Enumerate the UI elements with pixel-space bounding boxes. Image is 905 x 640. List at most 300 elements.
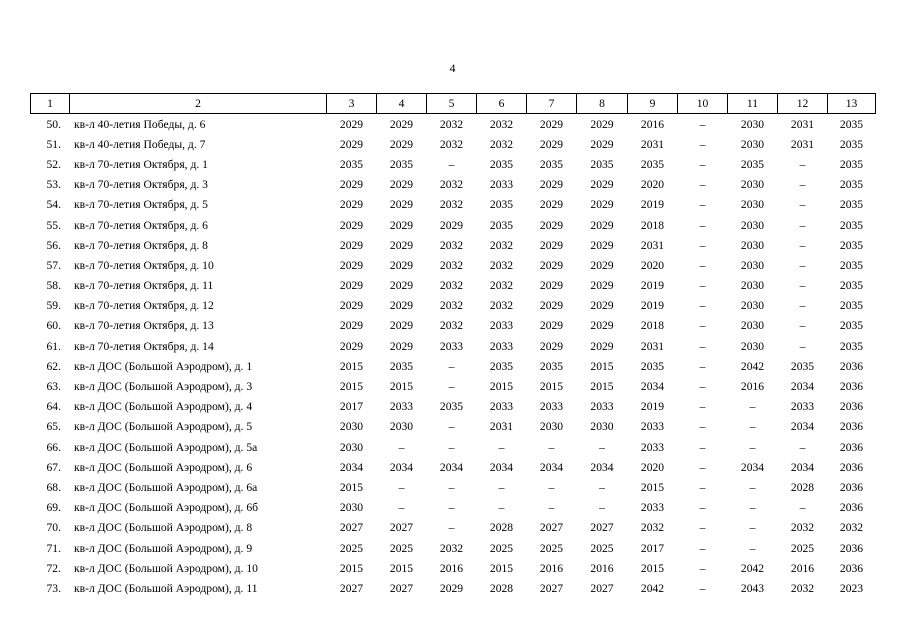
year-cell-col-6: 2028 [489, 521, 514, 535]
year-cell-col-5: 2032 [439, 198, 464, 212]
row-number-cell: 73. [46, 581, 61, 595]
year-cell-col-12: – [799, 157, 806, 171]
year-cell-col-12: 2016 [790, 561, 815, 575]
year-cell-col-6: – [498, 501, 505, 515]
table-row [31, 518, 876, 538]
address-cell: кв-л 70-летия Октября, д. 5 [74, 198, 208, 212]
year-cell-col-4: 2034 [389, 460, 414, 474]
year-cell-col-11: 2030 [740, 218, 765, 232]
year-cell-col-9: 2020 [640, 460, 665, 474]
year-cell-col-5: – [448, 380, 455, 394]
year-cell-col-7: 2029 [539, 339, 564, 353]
year-cell-col-6: 2033 [489, 178, 514, 192]
year-cell-col-13: 2035 [839, 319, 864, 333]
year-cell-col-9: 2019 [640, 299, 665, 313]
year-cell-col-11: – [749, 501, 756, 515]
table-row [31, 255, 876, 275]
address-cell: кв-л ДОС (Большой Аэродром), д. 6 [74, 460, 253, 474]
year-cell-col-12: – [799, 299, 806, 313]
table-row [31, 276, 876, 296]
year-cell-col-4: – [398, 440, 405, 454]
year-cell-col-3: 2015 [339, 480, 364, 494]
year-cell-col-4: 2029 [389, 218, 414, 232]
row-number-cell: 62. [46, 359, 61, 373]
year-cell-col-3: 2015 [339, 359, 364, 373]
year-cell-col-8: 2027 [590, 581, 614, 595]
year-cell-col-7: 2030 [539, 420, 564, 434]
year-cell-col-6: 2032 [489, 279, 514, 293]
year-cell-col-13: 2035 [839, 117, 864, 131]
year-cell-col-7: 2027 [539, 581, 564, 595]
year-cell-col-9: 2042 [640, 581, 665, 595]
table-row [31, 154, 876, 174]
year-cell-col-3: 2030 [339, 420, 364, 434]
year-cell-col-10: – [699, 380, 706, 394]
table-row [31, 195, 876, 215]
year-cell-col-9: 2033 [640, 501, 665, 515]
year-cell-col-13: 2036 [839, 541, 864, 555]
address-cell: кв-л 70-летия Октября, д. 12 [74, 299, 214, 313]
year-cell-col-7: – [548, 501, 555, 515]
year-cell-col-11: 2030 [740, 319, 765, 333]
address-cell: кв-л 70-летия Октября, д. 14 [74, 339, 214, 353]
year-cell-col-6: 2035 [489, 157, 514, 171]
year-cell-col-3: 2029 [339, 218, 364, 232]
year-cell-col-9: 2034 [640, 380, 665, 394]
year-cell-col-7: 2029 [539, 198, 564, 212]
year-cell-col-6: 2032 [489, 299, 514, 313]
year-cell-col-12: – [799, 258, 806, 272]
year-cell-col-3: 2029 [339, 238, 364, 252]
year-cell-col-7: 2029 [539, 218, 564, 232]
year-cell-col-10: – [699, 238, 706, 252]
row-number-cell: 65. [46, 420, 61, 434]
address-cell: кв-л 70-летия Октября, д. 3 [74, 178, 208, 192]
table-row [31, 578, 876, 598]
year-cell-col-8: 2029 [590, 339, 614, 353]
year-cell-col-12: – [799, 178, 806, 192]
year-cell-col-7: – [548, 480, 555, 494]
row-number-cell: 68. [46, 480, 61, 494]
address-cell: кв-л ДОС (Большой Аэродром), д. 3 [74, 380, 253, 394]
year-cell-col-4: 2035 [389, 359, 414, 373]
year-cell-col-6: 2033 [489, 319, 514, 333]
year-cell-col-6: 2035 [489, 359, 514, 373]
year-cell-col-5: 2032 [439, 279, 464, 293]
year-cell-col-5: 2029 [439, 581, 464, 595]
year-cell-col-7: 2015 [539, 380, 564, 394]
table-row [31, 134, 876, 154]
year-cell-col-6: – [498, 480, 505, 494]
year-cell-col-4: 2035 [389, 157, 414, 171]
row-number-cell: 58. [46, 279, 61, 293]
year-cell-col-9: 2035 [640, 157, 665, 171]
year-cell-col-7: 2029 [539, 178, 564, 192]
column-header-12: 12 [778, 94, 828, 114]
year-cell-col-12: – [799, 501, 806, 515]
column-header-6: 6 [477, 94, 527, 114]
year-cell-col-11: 2042 [740, 561, 765, 575]
year-cell-col-13: 2023 [839, 581, 864, 595]
address-cell: кв-л ДОС (Большой Аэродром), д. 5 [74, 420, 253, 434]
year-cell-col-11: – [749, 521, 756, 535]
year-cell-col-9: 2033 [640, 440, 665, 454]
year-cell-col-12: 2034 [790, 420, 815, 434]
year-cell-col-8: 2035 [590, 157, 614, 171]
year-cell-col-6: 2035 [489, 198, 514, 212]
address-cell: кв-л ДОС (Большой Аэродром), д. 5а [74, 440, 258, 454]
year-cell-col-3: 2030 [339, 440, 364, 454]
year-cell-col-13: 2036 [839, 380, 864, 394]
address-cell: кв-л 70-летия Октября, д. 10 [74, 258, 214, 272]
year-cell-col-10: – [699, 218, 706, 232]
year-cell-col-8: 2029 [590, 279, 614, 293]
year-cell-col-8: 2029 [590, 117, 614, 131]
year-cell-col-13: 2036 [839, 359, 864, 373]
column-header-4: 4 [377, 94, 427, 114]
row-number-cell: 56. [46, 238, 61, 252]
year-cell-col-3: 2029 [339, 339, 364, 353]
year-cell-col-10: – [699, 157, 706, 171]
year-cell-col-13: 2035 [839, 218, 864, 232]
year-cell-col-8: 2015 [590, 380, 614, 394]
year-cell-col-13: 2032 [839, 521, 864, 535]
year-cell-col-6: 2015 [489, 561, 514, 575]
year-cell-col-7: 2029 [539, 117, 564, 131]
year-cell-col-3: 2027 [339, 521, 364, 535]
year-cell-col-6: 2032 [489, 137, 514, 151]
year-cell-col-5: 2033 [439, 339, 464, 353]
year-cell-col-9: 2019 [640, 279, 665, 293]
address-cell: кв-л ДОС (Большой Аэродром), д. 6б [74, 501, 259, 515]
year-cell-col-13: 2036 [839, 440, 864, 454]
year-cell-col-6: 2032 [489, 258, 514, 272]
year-cell-col-8: 2027 [590, 521, 614, 535]
year-cell-col-13: 2035 [839, 238, 864, 252]
column-header-10: 10 [678, 94, 728, 114]
year-cell-col-9: 2020 [640, 178, 665, 192]
address-cell: кв-л ДОС (Большой Аэродром), д. 8 [74, 521, 253, 535]
year-cell-col-5: 2032 [439, 117, 464, 131]
year-cell-col-9: 2031 [640, 238, 665, 252]
year-cell-col-13: 2035 [839, 339, 864, 353]
year-cell-col-12: 2031 [790, 137, 815, 151]
year-cell-col-13: 2035 [839, 157, 864, 171]
year-cell-col-10: – [699, 319, 706, 333]
year-cell-col-3: 2029 [339, 258, 364, 272]
address-cell: кв-л 70-летия Октября, д. 8 [74, 238, 208, 252]
year-cell-col-4: 2029 [389, 339, 414, 353]
year-cell-col-10: – [699, 480, 706, 494]
year-cell-col-5: – [448, 440, 455, 454]
year-cell-col-11: 2030 [740, 258, 765, 272]
year-cell-col-12: – [799, 440, 806, 454]
year-cell-col-9: 2033 [640, 420, 665, 434]
year-cell-col-11: 2030 [740, 339, 765, 353]
column-header-13: 13 [828, 94, 876, 114]
year-cell-col-9: 2031 [640, 339, 665, 353]
table-row [31, 215, 876, 235]
year-cell-col-7: 2033 [539, 400, 564, 414]
year-cell-col-5: 2029 [439, 218, 464, 232]
year-cell-col-13: 2035 [839, 178, 864, 192]
table-row [31, 296, 876, 316]
year-cell-col-5: 2032 [439, 541, 464, 555]
year-cell-col-5: 2032 [439, 258, 464, 272]
table-row [31, 498, 876, 518]
year-cell-col-3: 2030 [339, 501, 364, 515]
year-cell-col-10: – [699, 501, 706, 515]
year-cell-col-6: 2033 [489, 400, 514, 414]
page-number: 4 [449, 61, 456, 75]
year-cell-col-10: – [699, 581, 706, 595]
year-cell-col-13: 2036 [839, 400, 864, 414]
year-cell-col-4: 2029 [389, 137, 414, 151]
address-cell: кв-л ДОС (Большой Аэродром), д. 6а [74, 480, 258, 494]
year-cell-col-5: 2035 [439, 400, 464, 414]
year-cell-col-9: 2032 [640, 521, 665, 535]
year-cell-col-5: – [448, 501, 455, 515]
table-row [31, 437, 876, 457]
row-number-cell: 54. [46, 198, 61, 212]
year-cell-col-7: 2034 [539, 460, 564, 474]
year-cell-col-3: 2029 [339, 279, 364, 293]
row-number-cell: 51. [46, 137, 61, 151]
year-cell-col-10: – [699, 541, 706, 555]
year-cell-col-5: 2032 [439, 137, 464, 151]
year-cell-col-13: 2036 [839, 460, 864, 474]
year-cell-col-6: 2032 [489, 238, 514, 252]
table-row [31, 417, 876, 437]
year-cell-col-4: 2030 [389, 420, 414, 434]
year-cell-col-11: – [749, 420, 756, 434]
year-cell-col-9: 2017 [640, 541, 665, 555]
year-cell-col-8: 2029 [590, 319, 614, 333]
year-cell-col-11: 2030 [740, 279, 765, 293]
year-cell-col-8: – [599, 440, 605, 454]
year-cell-col-6: 2015 [489, 380, 514, 394]
year-cell-col-3: 2029 [339, 137, 364, 151]
address-cell: кв-л 70-летия Октября, д. 13 [74, 319, 214, 333]
year-cell-col-10: – [699, 460, 706, 474]
year-cell-col-13: 2035 [839, 198, 864, 212]
year-cell-col-3: 2034 [339, 460, 364, 474]
year-cell-col-10: – [699, 198, 706, 212]
year-cell-col-7: 2027 [539, 521, 564, 535]
row-number-cell: 67. [46, 460, 61, 474]
year-cell-col-5: 2016 [439, 561, 464, 575]
year-cell-col-9: 2019 [640, 198, 665, 212]
year-cell-col-11: – [749, 400, 756, 414]
year-cell-col-10: – [699, 359, 706, 373]
table-row [31, 538, 876, 558]
year-cell-col-10: – [699, 400, 706, 414]
year-cell-col-5: 2032 [439, 178, 464, 192]
year-cell-col-3: 2029 [339, 198, 364, 212]
year-cell-col-4: 2029 [389, 258, 414, 272]
year-cell-col-3: 2017 [339, 400, 364, 414]
year-cell-col-13: 2035 [839, 299, 864, 313]
year-cell-col-4: 2029 [389, 198, 414, 212]
year-cell-col-8: 2025 [590, 541, 614, 555]
year-cell-col-10: – [699, 420, 706, 434]
row-number-cell: 63. [46, 380, 61, 394]
year-cell-col-10: – [699, 279, 706, 293]
year-cell-col-10: – [699, 258, 706, 272]
column-header-1: 1 [31, 94, 70, 114]
table-row [31, 114, 876, 135]
year-cell-col-5: 2034 [439, 460, 464, 474]
year-cell-col-12: 2034 [790, 460, 815, 474]
table-row [31, 457, 876, 477]
year-cell-col-10: – [699, 521, 706, 535]
table-body [31, 114, 876, 599]
column-header-8: 8 [577, 94, 628, 114]
column-header-11: 11 [728, 94, 778, 114]
year-cell-col-8: 2029 [590, 258, 614, 272]
address-cell: кв-л 40-летия Победы, д. 7 [74, 137, 206, 151]
year-cell-col-3: 2029 [339, 117, 364, 131]
year-cell-col-4: – [398, 501, 405, 515]
year-cell-col-11: – [749, 440, 756, 454]
row-number-cell: 72. [46, 561, 61, 575]
table-row [31, 558, 876, 578]
year-cell-col-11: 2034 [740, 460, 765, 474]
address-cell: кв-л ДОС (Большой Аэродром), д. 4 [74, 400, 253, 414]
table-row [31, 235, 876, 255]
year-cell-col-12: 2025 [790, 541, 815, 555]
year-cell-col-4: 2029 [389, 178, 414, 192]
year-cell-col-8: 2029 [590, 178, 614, 192]
year-cell-col-13: 2036 [839, 561, 864, 575]
table-header-row [31, 94, 876, 114]
table-row [31, 175, 876, 195]
year-cell-col-13: 2036 [839, 480, 864, 494]
year-cell-col-9: 2015 [640, 480, 665, 494]
year-cell-col-8: 2016 [590, 561, 614, 575]
column-header-3: 3 [327, 94, 377, 114]
year-cell-col-8: 2029 [590, 218, 614, 232]
year-cell-col-12: – [799, 198, 806, 212]
row-number-cell: 53. [46, 178, 61, 192]
year-cell-col-8: 2029 [590, 299, 614, 313]
year-cell-col-3: 2015 [339, 561, 364, 575]
year-cell-col-9: 2016 [640, 117, 665, 131]
year-cell-col-11: 2030 [740, 198, 765, 212]
year-cell-col-6: 2025 [489, 541, 514, 555]
year-cell-col-11: 2030 [740, 178, 765, 192]
year-cell-col-12: – [799, 339, 806, 353]
year-cell-col-4: 2025 [389, 541, 414, 555]
year-cell-col-12: – [799, 279, 806, 293]
year-cell-col-13: 2036 [839, 501, 864, 515]
year-cell-col-10: – [699, 339, 706, 353]
year-cell-col-4: 2029 [389, 117, 414, 131]
year-cell-col-5: – [448, 420, 455, 434]
year-cell-col-7: 2029 [539, 279, 564, 293]
year-cell-col-4: 2027 [389, 581, 414, 595]
year-cell-col-6: 2035 [489, 218, 514, 232]
year-cell-col-13: 2036 [839, 420, 864, 434]
year-cell-col-8: 2034 [590, 460, 614, 474]
address-cell: кв-л ДОС (Большой Аэродром), д. 1 [74, 359, 253, 373]
year-cell-col-11: 2030 [740, 117, 765, 131]
year-cell-col-9: 2018 [640, 218, 665, 232]
year-cell-col-3: 2025 [339, 541, 364, 555]
year-cell-col-4: 2029 [389, 299, 414, 313]
year-cell-col-12: – [799, 319, 806, 333]
year-cell-col-11: 2043 [740, 581, 765, 595]
year-cell-col-11: – [749, 480, 756, 494]
year-cell-col-6: – [498, 440, 505, 454]
year-cell-col-12: 2031 [790, 117, 815, 131]
address-cell: кв-л ДОС (Большой Аэродром), д. 11 [74, 581, 258, 595]
table-row [31, 336, 876, 356]
year-cell-col-8: 2030 [590, 420, 614, 434]
year-cell-col-10: – [699, 117, 706, 131]
year-cell-col-7: 2029 [539, 137, 564, 151]
data-table [30, 93, 876, 599]
row-number-cell: 61. [46, 339, 61, 353]
year-cell-col-4: 2029 [389, 319, 414, 333]
year-cell-col-7: 2029 [539, 299, 564, 313]
row-number-cell: 69. [46, 501, 61, 515]
year-cell-col-4: 2033 [389, 400, 414, 414]
column-header-2: 2 [70, 94, 327, 114]
year-cell-col-4: – [398, 480, 405, 494]
year-cell-col-4: 2029 [389, 279, 414, 293]
year-cell-col-10: – [699, 299, 706, 313]
year-cell-col-13: 2035 [839, 279, 864, 293]
year-cell-col-5: – [448, 157, 455, 171]
year-cell-col-6: 2033 [489, 339, 514, 353]
year-cell-col-10: – [699, 561, 706, 575]
year-cell-col-4: 2027 [389, 521, 414, 535]
year-cell-col-11: 2030 [740, 299, 765, 313]
year-cell-col-11: 2030 [740, 238, 765, 252]
year-cell-col-3: 2029 [339, 299, 364, 313]
year-cell-col-5: – [448, 480, 455, 494]
row-number-cell: 70. [46, 521, 61, 535]
year-cell-col-3: 2027 [339, 581, 364, 595]
table-row [31, 477, 876, 497]
row-number-cell: 50. [46, 117, 61, 131]
year-cell-col-7: – [548, 440, 555, 454]
year-cell-col-12: 2028 [790, 480, 815, 494]
table-row [31, 376, 876, 396]
year-cell-col-11: 2030 [740, 137, 765, 151]
year-cell-col-12: – [799, 238, 806, 252]
year-cell-col-9: 2035 [640, 359, 665, 373]
year-cell-col-11: 2035 [740, 157, 765, 171]
row-number-cell: 60. [46, 319, 61, 333]
column-header-7: 7 [527, 94, 577, 114]
year-cell-col-13: 2035 [839, 258, 864, 272]
year-cell-col-8: – [599, 480, 605, 494]
year-cell-col-7: 2029 [539, 238, 564, 252]
year-cell-col-9: 2015 [640, 561, 665, 575]
year-cell-col-7: 2025 [539, 541, 564, 555]
column-header-9: 9 [628, 94, 678, 114]
year-cell-col-3: 2035 [339, 157, 364, 171]
year-cell-col-12: 2032 [790, 521, 815, 535]
year-cell-col-7: 2035 [539, 359, 564, 373]
column-header-5: 5 [427, 94, 477, 114]
year-cell-col-8: – [599, 501, 605, 515]
year-cell-col-9: 2020 [640, 258, 665, 272]
year-cell-col-11: 2042 [740, 359, 765, 373]
address-cell: кв-л 70-летия Октября, д. 11 [74, 279, 214, 293]
